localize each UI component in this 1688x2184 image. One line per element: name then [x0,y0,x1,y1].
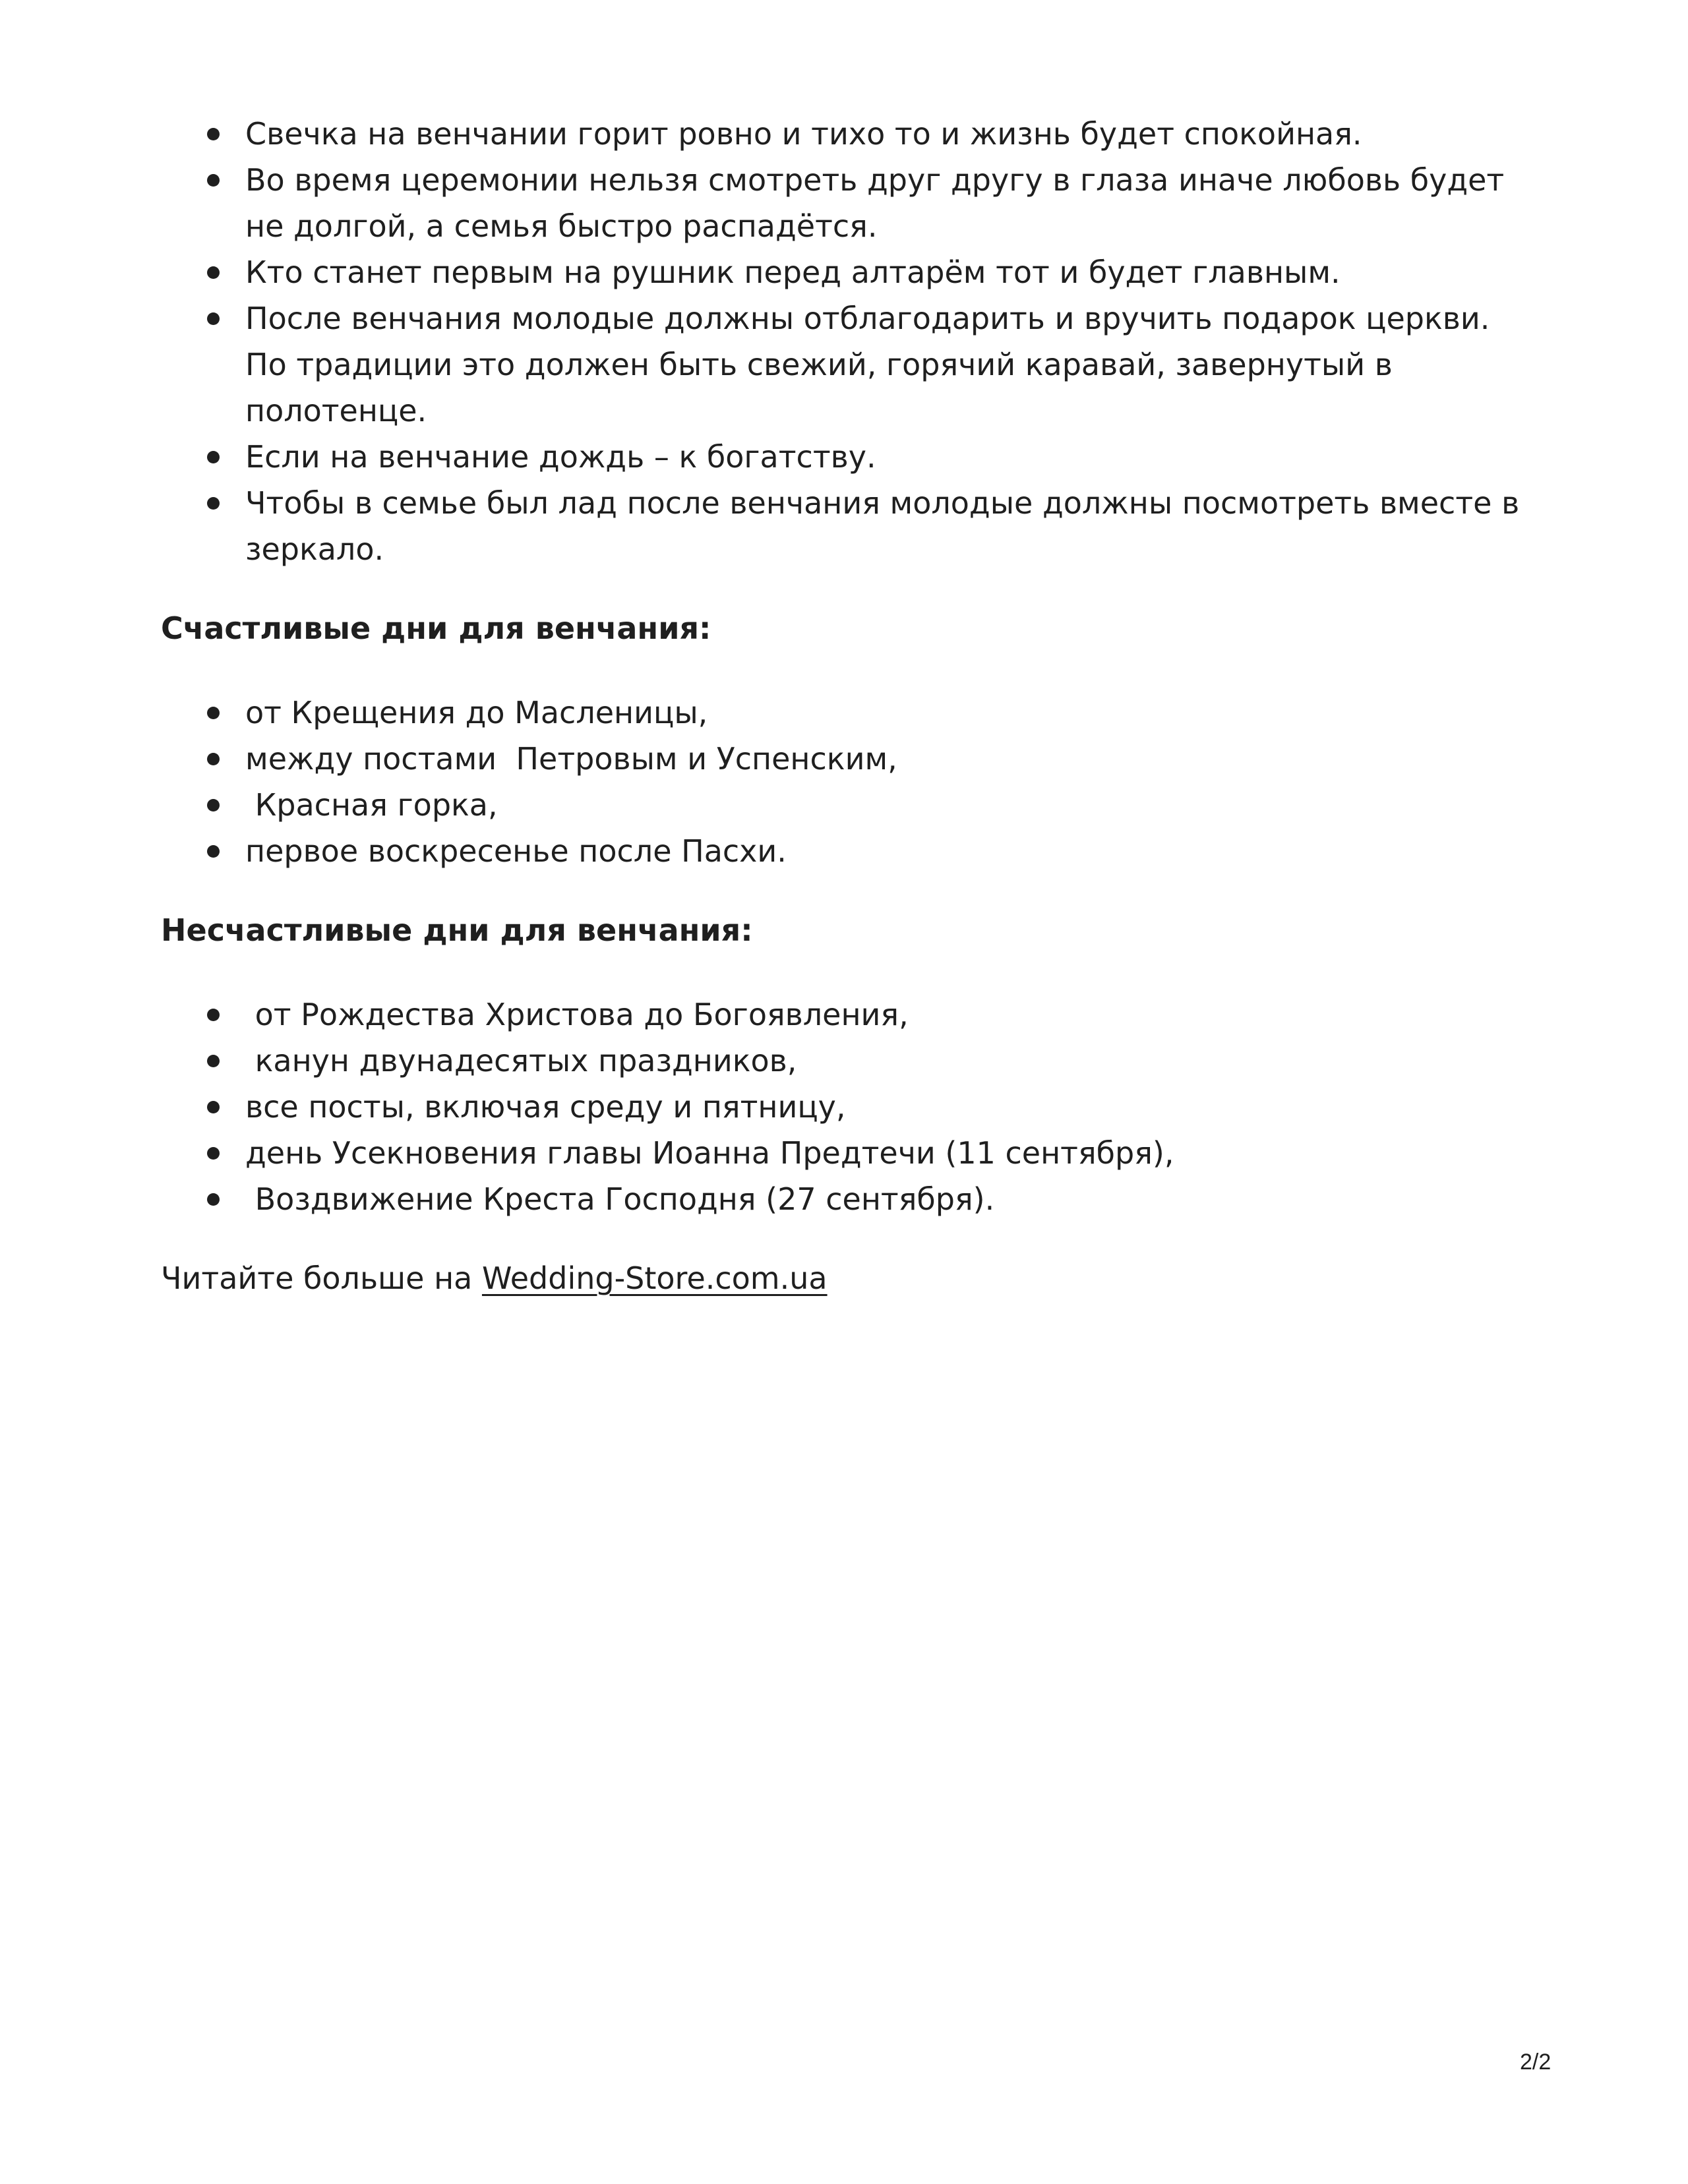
list-item-text: день Усекновения главы Иоанна Предтечи (11 сентября), [245,1135,1174,1171]
list-item [245,828,1539,874]
list-item [245,690,1539,736]
bullet-icon [207,497,220,510]
bullet-icon [207,312,220,325]
list-item [245,1084,1539,1130]
list-item-text: канун двунадесятых праздников, [245,1043,797,1078]
bullet-icon [207,128,220,140]
list-item [245,1038,1539,1084]
list-item [245,1130,1539,1176]
bullet-icon [207,753,220,765]
page-number: 2/2 [1520,2050,1552,2075]
bullet-icon [207,845,220,858]
bullet-icon [207,1055,220,1067]
list-item-text: Воздвижение Креста Господня (27 сентября). [245,1181,995,1217]
list-item-text: Свечка на венчании горит ровно и тихо то и жизнь будет спокойная. [245,116,1362,152]
list-item [245,111,1539,157]
document-content [161,111,1539,1301]
list-item-text: Во время церемонии нельзя смотреть друг другу в глаза иначе любовь будет не долгой, а семья быстро распадётся. [245,162,1505,244]
list-item-text: Если на венчание дождь – к богатству. [245,439,876,475]
read-more-line [161,1255,1539,1301]
bullet-icon [207,1147,220,1160]
bullet-icon [207,266,220,279]
read-more-prefix: Читайте больше на [161,1260,482,1296]
list-item-text: все посты, включая среду и пятницу, [245,1089,846,1125]
list-item [245,1176,1539,1222]
bullet-icon [207,1101,220,1113]
list-item [245,736,1539,782]
list-item-text: от Крещения до Масленицы, [245,695,708,730]
bullet-icon [207,174,220,187]
list-item [245,991,1539,1038]
list-item-text: После венчания молодые должны отблагодарить и вручить подарок церкви. По традиции это должен быть свежий, горячий каравай, завернутый в полотенце. [245,301,1490,428]
list-item-text: Кто станет первым на рушник перед алтарём тот и будет главным. [245,254,1341,290]
list-item-text: между постами Петровым и Успенским, [245,741,897,777]
list-item [245,782,1539,828]
bullet-icon [207,1009,220,1021]
list-item [245,434,1539,480]
bullet-icon [207,451,220,463]
list-item-text: от Рождества Христова до Богоявления, [245,997,909,1032]
bullet-icon [207,707,220,719]
list-item [245,157,1539,249]
list-item [245,249,1539,295]
unlucky-days-heading: Несчастливые дни для венчания: [161,912,753,948]
list-item [245,480,1539,572]
list-item-text: Красная горка, [245,787,498,823]
bullet-icon [207,1193,220,1206]
unlucky-days-list [161,991,1539,1222]
wedding-store-link[interactable]: Wedding-Store.com.ua [481,1260,828,1296]
bullet-icon [207,799,220,812]
list-item [245,295,1539,434]
lucky-days-list [161,690,1539,874]
list-item-text: первое воскресенье после Пасхи. [245,833,787,869]
wedding-signs-list [161,111,1539,572]
list-item-text: Чтобы в семье был лад после венчания молодые должны посмотреть вместе в зеркало. [245,485,1520,567]
lucky-days-heading: Счастливые дни для венчания: [161,610,711,646]
